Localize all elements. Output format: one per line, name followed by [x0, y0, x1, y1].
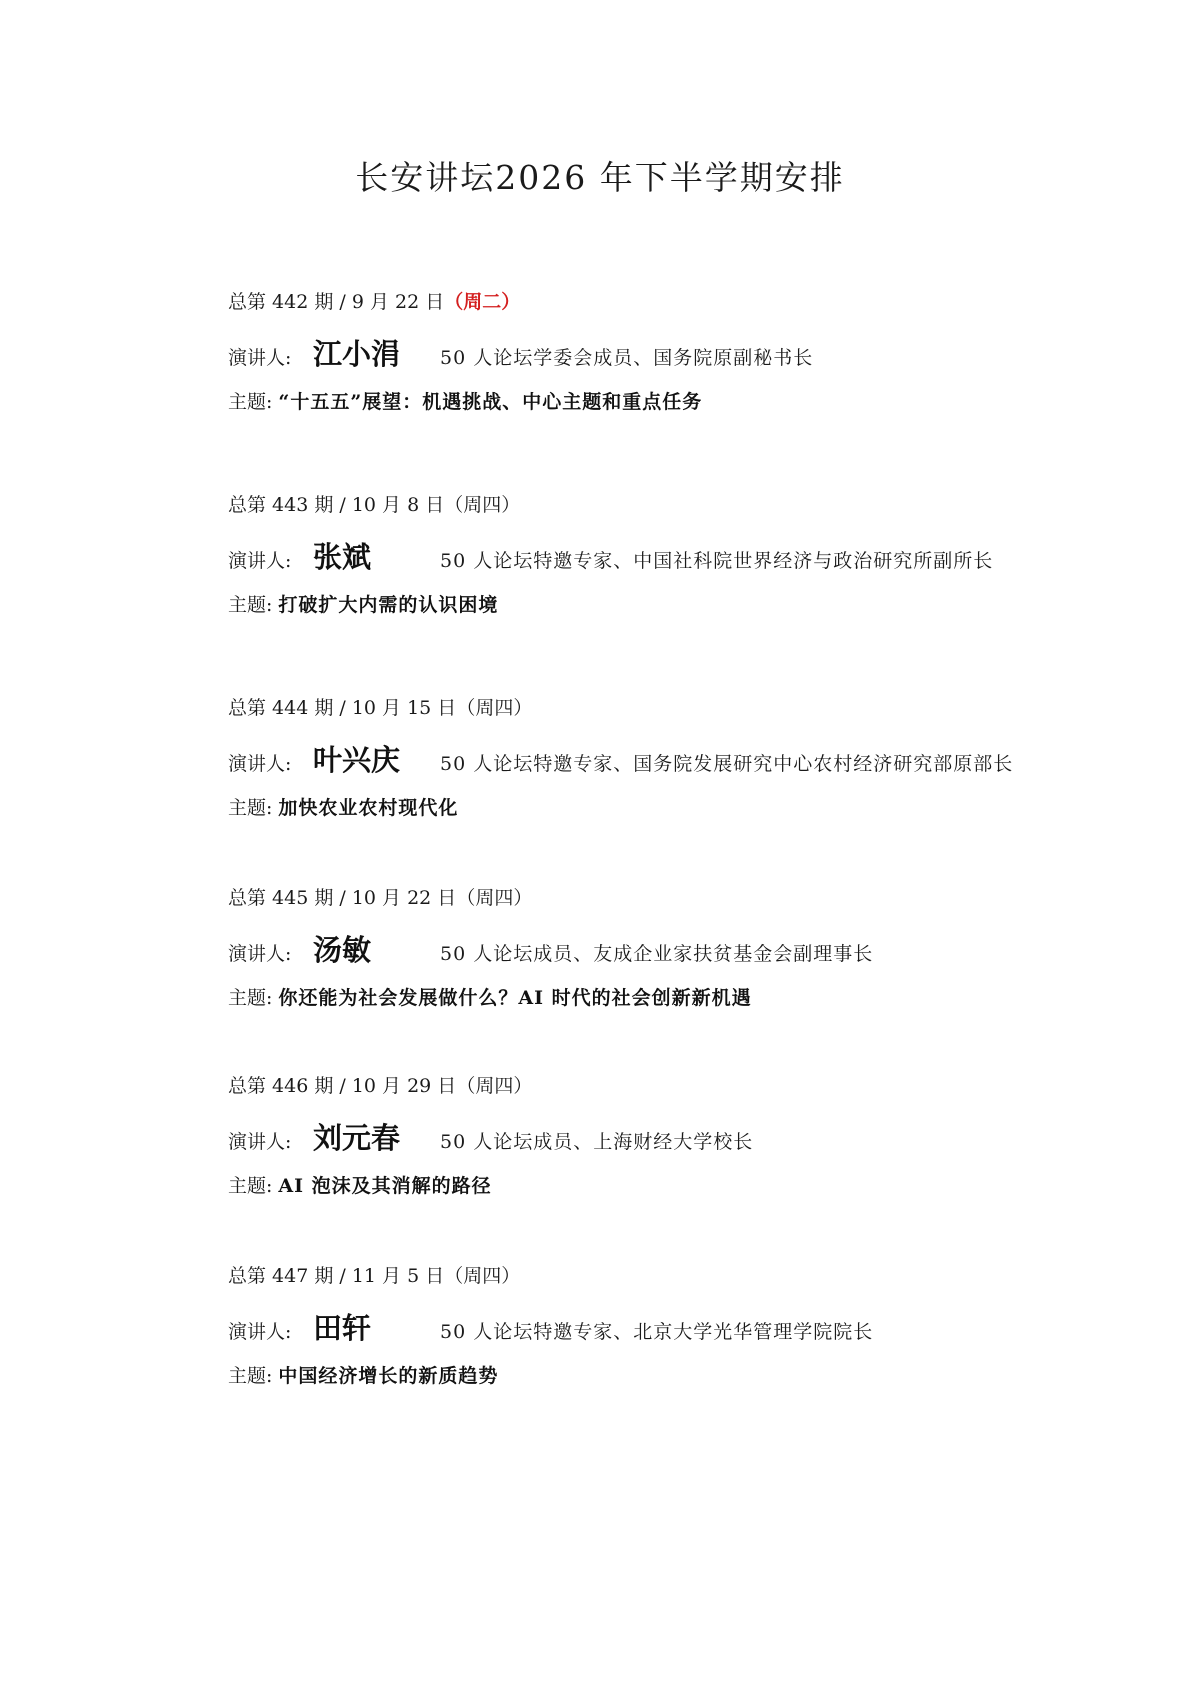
speaker-title: 50 人论坛特邀专家、北京大学光华管理学院院长: [440, 1321, 874, 1343]
topic-label: 主题:: [228, 987, 273, 1009]
session-period: 总第 445 期 / 10 月 22 日: [228, 887, 457, 909]
topic-row: [228, 593, 498, 617]
topic-text: 中国经济增长的新质趋势: [278, 1365, 499, 1387]
topic-row: [228, 1174, 492, 1198]
session-header: [228, 1074, 532, 1098]
session-weekday: （周四）: [456, 697, 533, 719]
topic-label: 主题:: [228, 1365, 273, 1387]
topic-label: 主题:: [228, 391, 273, 413]
speaker-name: 田轩: [313, 1311, 372, 1345]
session-header: [228, 493, 520, 517]
speaker-title: 50 人论坛特邀专家、中国社科院世界经济与政治研究所副所长: [440, 550, 994, 572]
speaker-name: 张斌: [313, 540, 372, 574]
session-weekday: （周四）: [444, 494, 521, 516]
topic-text: 打破扩大内需的认识困境: [278, 594, 499, 616]
session-header: [228, 886, 532, 910]
topic-label: 主题:: [228, 797, 273, 819]
topic-row: [228, 986, 752, 1010]
topic-text: 你还能为社会发展做什么？AI 时代的社会创新新机遇: [278, 987, 752, 1009]
session-weekday: （周四）: [456, 1075, 533, 1097]
session-weekday: （周四）: [456, 887, 533, 909]
topic-row: [228, 796, 458, 820]
speaker-label: 演讲人:: [228, 347, 292, 369]
speaker-label: 演讲人:: [228, 753, 292, 775]
speaker-label: 演讲人:: [228, 550, 292, 572]
speaker-title: 50 人论坛成员、友成企业家扶贫基金会副理事长: [440, 943, 874, 965]
speaker-title: 50 人论坛成员、上海财经大学校长: [440, 1131, 754, 1153]
session-weekday: （周二）: [444, 291, 521, 313]
speaker-label: 演讲人:: [228, 1321, 292, 1343]
session-period: 总第 442 期 / 9 月 22 日: [228, 291, 445, 313]
speaker-title: 50 人论坛学委会成员、国务院原副秘书长: [440, 347, 814, 369]
speaker-name: 叶兴庆: [313, 743, 401, 777]
session-header: [228, 290, 520, 314]
topic-text: AI 泡沫及其消解的路径: [278, 1175, 492, 1197]
session-header: [228, 1264, 520, 1288]
session-period: 总第 447 期 / 11 月 5 日: [228, 1265, 445, 1287]
session-period: 总第 443 期 / 10 月 8 日: [228, 494, 445, 516]
speaker-title: 50 人论坛特邀专家、国务院发展研究中心农村经济研究部原部长: [440, 753, 1014, 775]
speaker-name: 汤敏: [313, 933, 372, 967]
topic-text: 加快农业农村现代化: [278, 797, 459, 819]
session-period: 总第 444 期 / 10 月 15 日: [228, 697, 457, 719]
topic-label: 主题:: [228, 1175, 273, 1197]
topic-text: “十五五”展望：机遇挑战、中心主题和重点任务: [278, 391, 703, 413]
session-header: [228, 696, 532, 720]
session-weekday: （周四）: [444, 1265, 521, 1287]
speaker-label: 演讲人:: [228, 1131, 292, 1153]
topic-row: [228, 1364, 498, 1388]
page-title: 长安讲坛2026 年下半学期安排: [355, 158, 845, 197]
speaker-name: 江小涓: [313, 337, 401, 371]
speaker-name: 刘元春: [313, 1121, 401, 1155]
topic-row: [228, 390, 702, 414]
session-period: 总第 446 期 / 10 月 29 日: [228, 1075, 457, 1097]
speaker-label: 演讲人:: [228, 943, 292, 965]
topic-label: 主题:: [228, 594, 273, 616]
